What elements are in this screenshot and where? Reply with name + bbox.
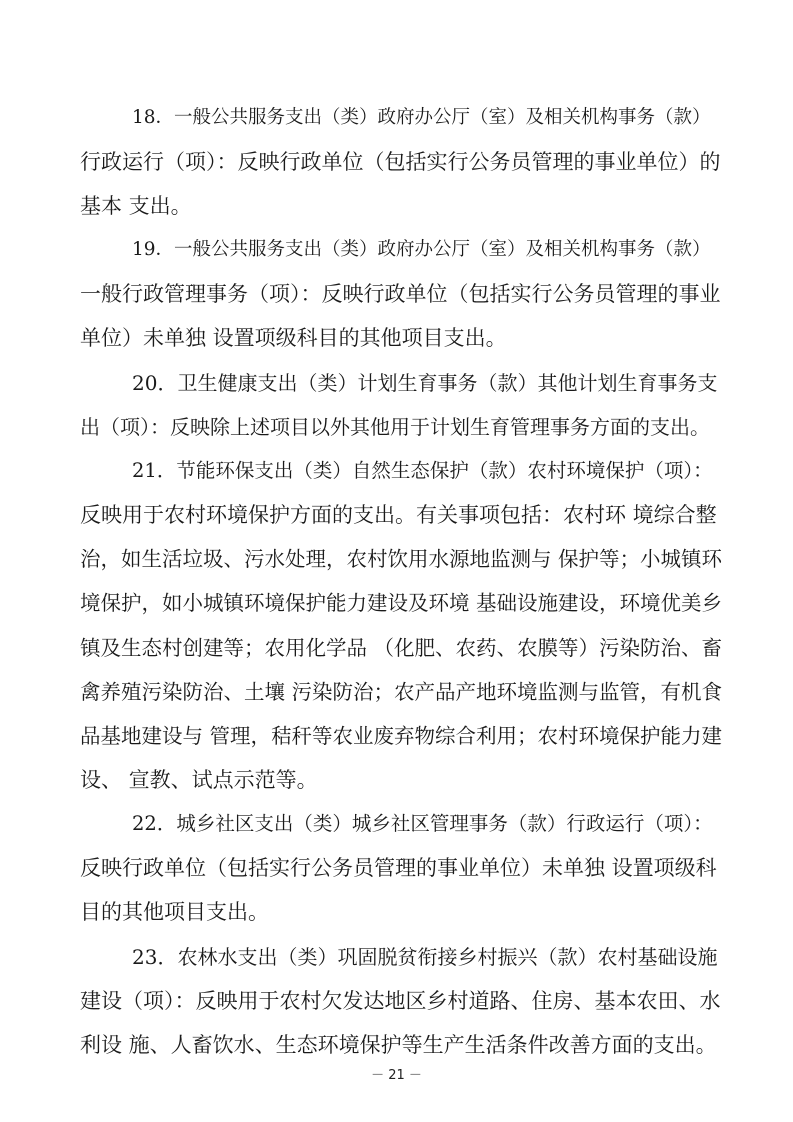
paragraph-line: 19．一般公共服务支出（类）政府办公厅（室）及相关机构事务（款）: [132, 239, 711, 260]
paragraph-line: 22．城乡社区支出（类）城乡社区管理事务（款）行政运行（项）：: [132, 812, 713, 835]
paragraph-line: 治，如生活垃圾、污水处理，农村饮用水源地监测与 保护等；小城镇环: [80, 547, 723, 571]
paragraph-line: 一般行政管理事务（项）：反映行政单位（包括实行公务员管理的事业: [80, 282, 721, 306]
paragraph-line: 行政运行（项）：反映行政单位（包括实行公务员管理的事业单位）的: [80, 150, 721, 174]
paragraph-line: 镇及生态村创建等；农用化学品 （化肥、农药、农膜等）污染防治、畜: [80, 636, 723, 660]
paragraph-line: 20．卫生健康支出（类）计划生育事务（款）其他计划生育事务支: [132, 371, 718, 395]
paragraph-line: 21．节能环保支出（类）自然生态保护（款）农村环境保护（项）：: [132, 459, 713, 482]
paragraph-line: 反映用于农村环境保护方面的支出。有关事项包括：农村环 境综合整: [80, 503, 717, 527]
paragraph-line: 境保护，如小城镇环境保护能力建设及环境 基础设施建设，环境优美乡: [80, 591, 723, 615]
paragraph-line: 基本 支出。: [80, 194, 192, 218]
paragraph-line: 品基地建设与 管理，秸秆等农业废弃物综合利用；农村环境保护能力建: [80, 724, 723, 748]
paragraph-line: 设、 宣教、试点示范等。: [80, 768, 318, 792]
paragraph-line: 建设（项）：反映用于农村欠发达地区乡村道路、住房、基本农田、水: [80, 989, 721, 1013]
page-number: － 21 －: [371, 1068, 422, 1083]
paragraph-line: 单位）未单独 设置项级科目的其他项目支出。: [80, 326, 507, 350]
paragraph-line: 禽养殖污染防治、土壤 污染防治；农产品产地环境监测与监管，有机食: [80, 680, 723, 704]
paragraph-line: 出（项）：反映除上述项目以外其他用于计划生育管理事务方面的支出。: [80, 415, 710, 439]
paragraph-line: 23．农林水支出（类）巩固脱贫衔接乡村振兴（款）农村基础设施: [132, 945, 718, 969]
paragraph-line: 反映行政单位（包括实行公务员管理的事业单位）未单独 设置项级科: [80, 856, 717, 880]
paragraph-line: 目的其他项目支出。: [80, 900, 269, 924]
paragraph-line: 利设 施、人畜饮水、生态环境保护等生产生活条件改善方面的支出。: [80, 1033, 717, 1057]
paragraph-line: 18．一般公共服务支出（类）政府办公厅（室）及相关机构事务（款）: [132, 107, 711, 128]
